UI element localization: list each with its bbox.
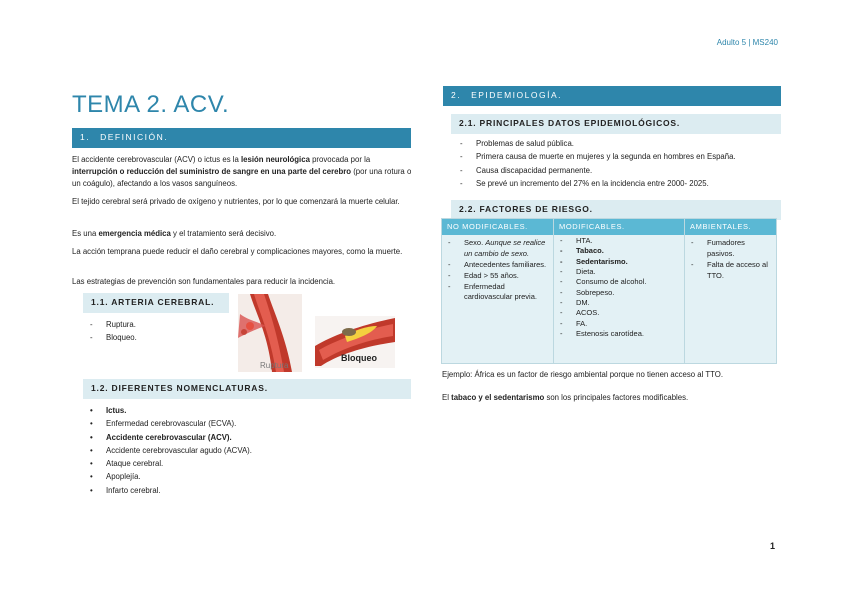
section-title: EPIDEMIOLOGÍA.	[471, 90, 562, 100]
list-item: - Sexo. Aunque se realice un cambio de sexo.	[448, 238, 547, 260]
column-ambientales	[685, 219, 776, 363]
section-epidemiologia-bar	[443, 86, 781, 106]
paragraph-early-action: La acción temprana puede reducir el daño cerebral y complicaciones mayores, como la muerte.	[72, 247, 403, 256]
subsection-arteria-cerebral: 1.1. ARTERIA CEREBRAL.	[83, 293, 229, 313]
list-item: - Enfermedad cardiovascular previa.	[448, 282, 547, 304]
list-item: - Sedentarismo.	[560, 257, 678, 267]
list-item: - DM.	[560, 298, 678, 308]
arteria-list	[90, 318, 137, 345]
list-item: - Antecedentes familiares.	[448, 260, 547, 271]
nomenclature-list	[88, 404, 252, 497]
epidemiology-list	[460, 137, 736, 190]
final-note: El tabaco y el sedentarismo son los principales factores modificables.	[442, 393, 689, 402]
list-item: - Consumo de alcohol.	[560, 277, 678, 287]
list-item: • Infarto cerebral.	[88, 484, 252, 497]
list-item: - FA.	[560, 319, 678, 329]
paragraph-prevention: Las estrategias de prevención son fundamentales para reducir la incidencia.	[72, 277, 336, 286]
list-item: - ACOS.	[560, 308, 678, 318]
list-item: - Tabaco.	[560, 246, 678, 256]
list-item: - Ruptura.	[90, 318, 137, 331]
section-number: 1.	[80, 132, 91, 142]
list-item: - HTA.	[560, 236, 678, 246]
list-item: - Sobrepeso.	[560, 288, 678, 298]
section-number: 2.	[451, 90, 462, 100]
rupture-artery-image	[238, 294, 302, 372]
list-item: • Accidente cerebrovascular (ACV).	[88, 431, 252, 444]
list-item: - Problemas de salud pública.	[460, 137, 736, 150]
modificables-list	[554, 235, 684, 339]
list-item: • Enfermedad cerebrovascular (ECVA).	[88, 417, 252, 430]
column-modificables	[554, 219, 685, 363]
ambientales-list	[685, 235, 776, 282]
rupture-label: Ruptura	[260, 361, 289, 370]
section-title: DEFINICIÓN.	[100, 132, 169, 142]
page-title: TEMA 2. ACV.	[72, 91, 230, 118]
column-no-modificables	[442, 219, 554, 363]
list-item: - Causa discapacidad permanente.	[460, 164, 736, 177]
header-course-code: Adulto 5 | MS240	[716, 38, 778, 47]
blockage-artery-image	[315, 316, 395, 368]
list-item: - Primera causa de muerte en mujeres y la segunda en hombres en España.	[460, 150, 736, 163]
subsection-datos-epidemiologicos: 2.1. PRINCIPALES DATOS EPIDEMIOLÓGICOS.	[451, 114, 781, 134]
page-number: 1	[770, 541, 776, 551]
subsection-factores-riesgo: 2.2. FACTORES DE RIESGO.	[451, 200, 781, 220]
list-item: - Dieta.	[560, 267, 678, 277]
list-item: - Bloqueo.	[90, 331, 137, 344]
list-item: - Edad > 55 años.	[448, 271, 547, 282]
example-note: Ejemplo: África es un factor de riesgo ambiental porque no tienen acceso al TTO.	[442, 370, 723, 379]
list-item: • Accidente cerebrovascular agudo (ACVA).	[88, 444, 252, 457]
list-item: - Fumadores pasivos.	[691, 238, 770, 260]
list-item: - Estenosis carotídea.	[560, 329, 678, 339]
column-header: NO MODIFICABLES.	[442, 219, 553, 235]
subsection-nomenclaturas: 1.2. DIFERENTES NOMENCLATURAS.	[83, 379, 411, 399]
no-modificables-list	[442, 235, 553, 303]
risk-factors-table	[441, 218, 777, 364]
column-header: MODIFICABLES.	[554, 219, 684, 235]
column-header: AMBIENTALES.	[685, 219, 776, 235]
list-item: • Ataque cerebral.	[88, 457, 252, 470]
paragraph-emergency: Es una emergencia médica y el tratamiento será decisivo.	[72, 229, 277, 238]
list-item: - Se prevé un incremento del 27% en la incidencia entre 2000- 2025.	[460, 177, 736, 190]
blockage-label: Bloqueo	[341, 353, 377, 363]
list-item: - Falta de acceso al TTO.	[691, 260, 770, 282]
list-item: • Apoplejía.	[88, 470, 252, 483]
paragraph-definition: El accidente cerebrovascular (ACV) o ictus es la lesión neurológica provocada por la interrupción o reducción del suministro de sangre en una parte del cerebro (por una rotura o un coágulo), afectando a los vasos sanguíneos.	[72, 155, 412, 189]
paragraph-tissue: El tejido cerebral será privado de oxígeno y nutrientes, por lo que comenzará la muerte celular.	[72, 197, 400, 206]
section-definicion-bar	[72, 128, 411, 148]
list-item: • Ictus.	[88, 404, 252, 417]
